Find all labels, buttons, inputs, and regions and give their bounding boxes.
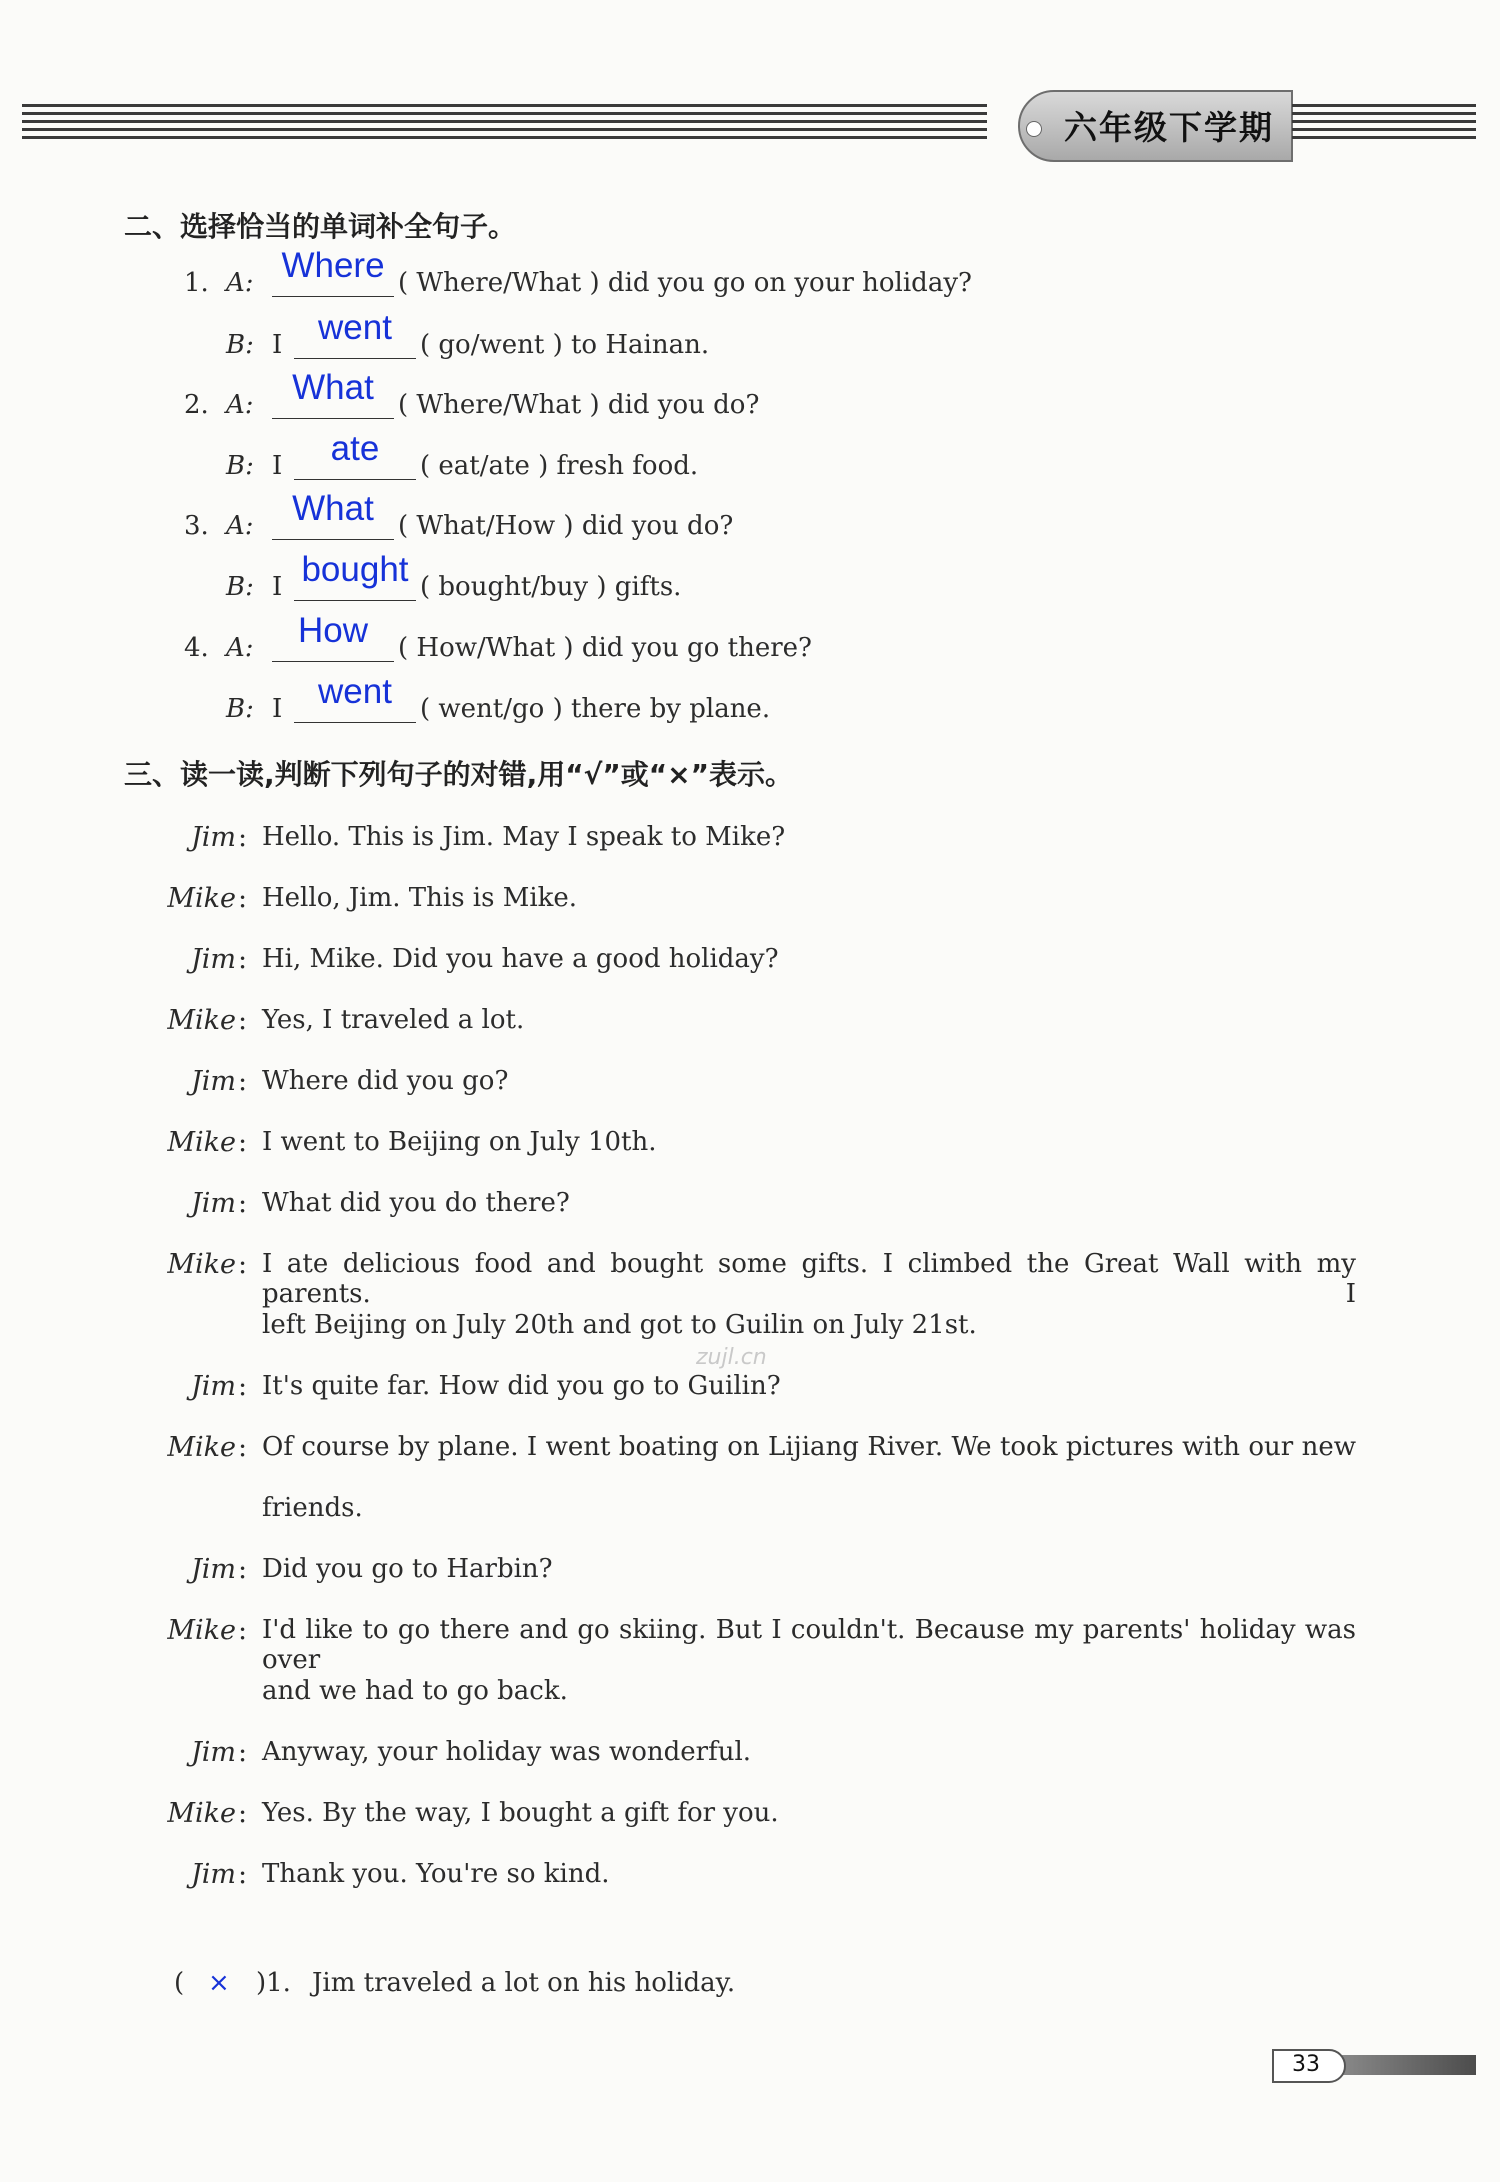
- section-2-heading: 二、选择恰当的单词补全句子。: [124, 210, 517, 243]
- dialogue-line: Where did you go?: [262, 1066, 509, 1096]
- item-3-a-text: ( What/How ) did you do?: [398, 511, 734, 541]
- header-title: 六年级下学期: [1064, 108, 1274, 147]
- judgement-1-number: )1.: [256, 1968, 291, 1998]
- item-2-number: 2.: [184, 390, 209, 420]
- dialogue-speaker: Jim: [190, 1554, 236, 1585]
- item-2-b-text: ( eat/ate ) fresh food.: [420, 451, 699, 481]
- item-2-b-answer: ate: [330, 429, 380, 468]
- item-3-b-text: ( bought/buy ) gifts.: [420, 572, 682, 602]
- section-3-heading: 三、读一读,判断下列句子的对错,用“√”或“×”表示。: [124, 758, 794, 791]
- item-3-b-answer: bought: [301, 550, 409, 589]
- dialogue-line: Did you go to Harbin?: [262, 1554, 553, 1584]
- item-1-b-text: ( go/went ) to Hainan.: [420, 330, 710, 360]
- dialogue-line: Yes. By the way, I bought a gift for you.: [262, 1798, 779, 1828]
- page-number-bar: [1338, 2055, 1476, 2075]
- dialogue-colon: :: [238, 1615, 248, 1646]
- dialogue-line: Anyway, your holiday was wonderful.: [262, 1737, 752, 1767]
- item-1-b-label: B:: [226, 330, 254, 360]
- dialogue-line: It's quite far. How did you go to Guilin?: [262, 1371, 781, 1401]
- dialogue-speaker: Mike: [167, 883, 236, 914]
- dialogue-line: left Beijing on July 20th and got to Guilin on July 21st.: [262, 1310, 977, 1340]
- dialogue-line: Hello. This is Jim. May I speak to Mike?: [262, 822, 786, 852]
- item-4-b-text: ( went/go ) there by plane.: [420, 694, 771, 724]
- item-1-a-text: ( Where/What ) did you go on your holiday?: [398, 268, 972, 298]
- dialogue-colon: :: [238, 822, 248, 853]
- dialogue-colon: :: [238, 1859, 248, 1890]
- dialogue-speaker: Jim: [190, 822, 236, 853]
- item-4-b-label: B:: [226, 694, 254, 724]
- dialogue-line: Hello, Jim. This is Mike.: [262, 883, 578, 913]
- item-1-b-answer: went: [318, 308, 392, 347]
- header-rule-right: [1292, 104, 1476, 148]
- dialogue-colon: :: [238, 1249, 248, 1280]
- dialogue-colon: :: [238, 1188, 248, 1219]
- dialogue-speaker: Jim: [190, 1066, 236, 1097]
- item-4-a-text: ( How/What ) did you go there?: [398, 633, 812, 663]
- dialogue-speaker: Mike: [167, 1615, 236, 1646]
- item-2-a-text: ( Where/What ) did you do?: [398, 390, 760, 420]
- judgement-1-text: Jim traveled a lot on his holiday.: [312, 1968, 736, 1998]
- dialogue-line: What did you do there?: [262, 1188, 570, 1218]
- dialogue-colon: :: [238, 1554, 248, 1585]
- dialogue-speaker: Jim: [190, 1371, 236, 1402]
- dialogue-colon: :: [238, 1737, 248, 1768]
- dialogue-colon: :: [238, 1005, 248, 1036]
- dialogue-speaker: Mike: [167, 1127, 236, 1158]
- item-3-b-prefix: I: [272, 572, 283, 602]
- item-3-b-label: B:: [226, 572, 254, 602]
- item-4-b-answer: went: [318, 672, 392, 711]
- dialogue-speaker: Jim: [190, 1188, 236, 1219]
- item-4-b-prefix: I: [272, 694, 283, 724]
- dialogue-speaker: Jim: [190, 1859, 236, 1890]
- dialogue-speaker: Mike: [167, 1798, 236, 1829]
- dialogue-line: I ate delicious food and bought some gifts. I climbed the Great Wall with my parents. I: [262, 1249, 1356, 1309]
- dialogue-colon: :: [238, 944, 248, 975]
- item-4-a-label: A:: [226, 633, 254, 663]
- dialogue-line: Yes, I traveled a lot.: [262, 1005, 525, 1035]
- item-2-b-label: B:: [226, 451, 254, 481]
- item-2-a-answer: What: [292, 368, 374, 407]
- dialogue-speaker: Jim: [190, 944, 236, 975]
- dialogue-colon: :: [238, 1371, 248, 1402]
- item-3-a-answer: What: [292, 489, 374, 528]
- header-dot-icon: [1026, 121, 1042, 137]
- header-rule-left: [22, 104, 987, 148]
- judgement-1-answer[interactable]: ×: [208, 1968, 230, 1998]
- dialogue-speaker: Jim: [190, 1737, 236, 1768]
- item-3-a-label: A:: [226, 511, 254, 541]
- page-number: 33: [1292, 2052, 1320, 2077]
- dialogue-colon: :: [238, 1798, 248, 1829]
- item-4-a-answer: How: [297, 611, 369, 650]
- item-1-a-label: A:: [226, 268, 254, 298]
- item-4-number: 4.: [184, 633, 209, 663]
- item-2-b-prefix: I: [272, 451, 283, 481]
- item-1-number: 1.: [184, 268, 209, 298]
- dialogue-line: Of course by plane. I went boating on Lijiang River. We took pictures with our new: [262, 1432, 1356, 1462]
- dialogue-speaker: Mike: [167, 1005, 236, 1036]
- item-2-a-label: A:: [226, 390, 254, 420]
- dialogue-line: Thank you. You're so kind.: [262, 1859, 610, 1889]
- dialogue-colon: :: [238, 1066, 248, 1097]
- dialogue-colon: :: [238, 883, 248, 914]
- dialogue-speaker: Mike: [167, 1432, 236, 1463]
- dialogue-colon: :: [238, 1127, 248, 1158]
- watermark: zujl.cn: [696, 1345, 767, 1370]
- judgement-1-open-paren: (: [174, 1968, 185, 1998]
- item-1-b-prefix: I: [272, 330, 283, 360]
- item-1-a-answer: Where: [281, 246, 385, 285]
- dialogue-line: I went to Beijing on July 10th.: [262, 1127, 657, 1157]
- item-3-number: 3.: [184, 511, 209, 541]
- dialogue-colon: :: [238, 1432, 248, 1463]
- dialogue-line: Hi, Mike. Did you have a good holiday?: [262, 944, 779, 974]
- dialogue-line: I'd like to go there and go skiing. But I couldn't. Because my parents' holiday was over: [262, 1615, 1356, 1675]
- dialogue-line: and we had to go back.: [262, 1676, 568, 1706]
- dialogue-speaker: Mike: [167, 1249, 236, 1280]
- dialogue-line: friends.: [262, 1493, 363, 1523]
